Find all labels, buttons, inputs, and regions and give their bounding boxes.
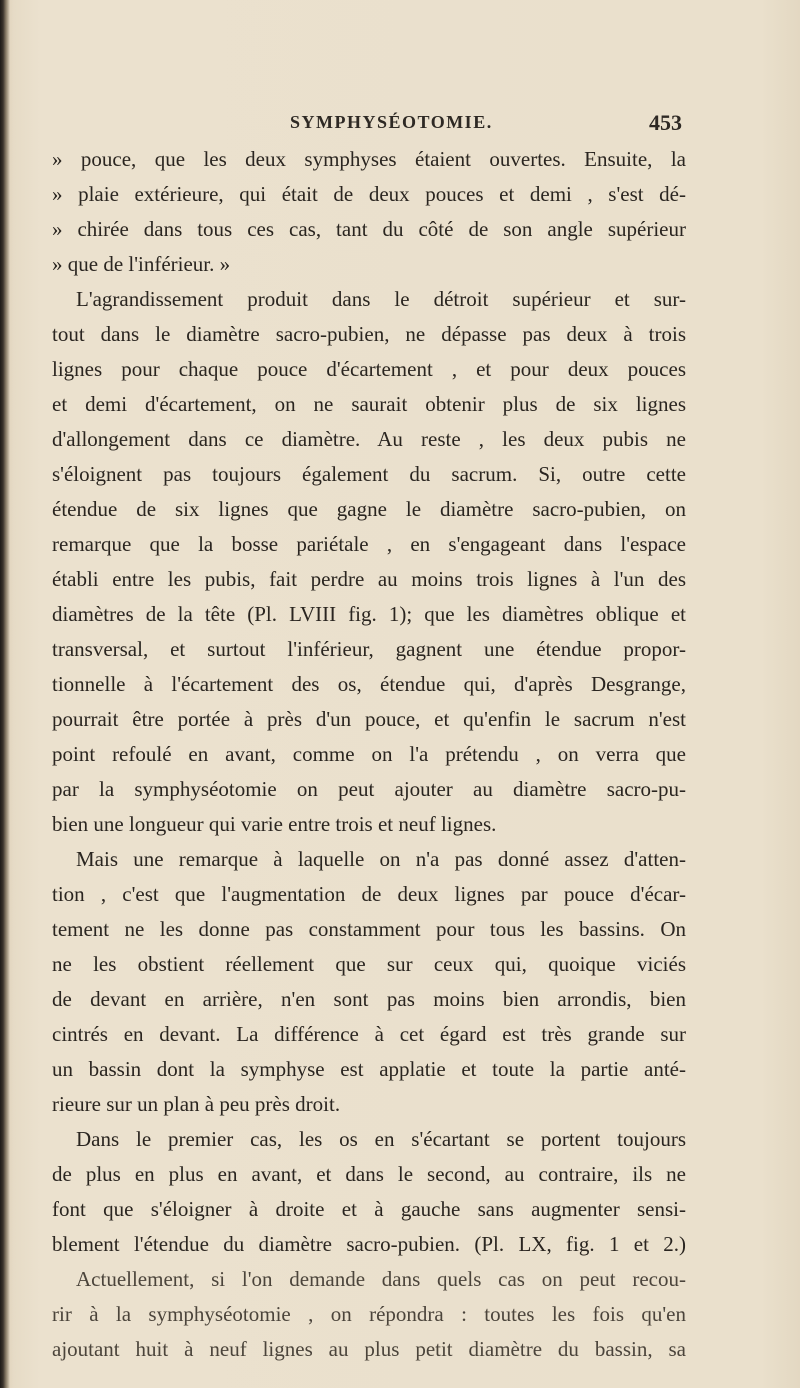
text-line: » chirée dans tous ces cas, tant du côté de son angle supérieur xyxy=(52,217,686,241)
text-line: blement l'étendue du diamètre sacro-pubien. (Pl. LX, fig. 1 et 2.) xyxy=(52,1232,686,1256)
text-line: établi entre les pubis, fait perdre au moins trois lignes à l'un des xyxy=(52,567,686,591)
text-line: font que s'éloigner à droite et à gauche sans augmenter sensi- xyxy=(52,1197,686,1221)
text-line: d'allongement dans ce diamètre. Au reste , les deux pubis ne xyxy=(52,427,686,451)
text-line: remarque que la bosse pariétale , en s'engageant dans l'espace xyxy=(52,532,686,556)
page-number: 453 xyxy=(649,110,682,135)
text-line: » que de l'inférieur. » xyxy=(52,252,231,276)
text-line: tout dans le diamètre sacro-pubien, ne dépasse pas deux à trois xyxy=(52,322,686,346)
text-line: diamètres de la tête (Pl. LVIII fig. 1); que les diamètres oblique et xyxy=(52,602,686,626)
text-line: lignes pour chaque pouce d'écartement , et pour deux pouces xyxy=(52,357,686,381)
text-line: Dans le premier cas, les os en s'écartant se portent toujours xyxy=(76,1127,686,1151)
text-line: s'éloignent pas toujours également du sacrum. Si, outre cette xyxy=(52,462,686,486)
binding-edge xyxy=(0,0,10,1388)
text-line: pourrait être portée à près d'un pouce, et qu'enfin le sacrum n'est xyxy=(52,707,686,731)
text-line: tement ne les donne pas constamment pour tous les bassins. On xyxy=(52,917,686,941)
text-line: bien une longueur qui varie entre trois et neuf lignes. xyxy=(52,812,497,836)
text-line: tion , c'est que l'augmentation de deux lignes par pouce d'écar- xyxy=(52,882,686,906)
text-line: Mais une remarque à laquelle on n'a pas donné assez d'atten- xyxy=(76,847,686,871)
text-line: rieure sur un plan à peu près droit. xyxy=(52,1092,341,1116)
text-line: » pouce, que les deux symphyses étaient ouvertes. Ensuite, la xyxy=(52,147,686,171)
text-line: transversal, et surtout l'inférieur, gagnent une étendue propor- xyxy=(52,637,686,661)
text-line: » plaie extérieure, qui était de deux pouces et demi , s'est dé- xyxy=(52,182,686,206)
text-line: rir à la symphyséotomie , on répondra : toutes les fois qu'en xyxy=(52,1302,686,1326)
running-head-title: SYMPHYSÉOTOMIE. xyxy=(290,112,493,132)
text-line: étendue de six lignes que gagne le diamètre sacro-pubien, on xyxy=(52,497,686,521)
running-head xyxy=(80,112,682,142)
text-line: ne les obstient réellement que sur ceux qui, quoique viciés xyxy=(52,952,686,976)
text-line: de devant en arrière, n'en sont pas moins bien arrondis, bien xyxy=(52,987,686,1011)
text-line: point refoulé en avant, comme on l'a prétendu , on verra que xyxy=(52,742,686,766)
text-line: Actuellement, si l'on demande dans quels cas on peut recou- xyxy=(76,1267,686,1291)
text-line: de plus en plus en avant, et dans le second, au contraire, ils ne xyxy=(52,1162,686,1186)
text-line: L'agrandissement produit dans le détroit supérieur et sur- xyxy=(76,287,686,311)
text-line: et demi d'écartement, on ne saurait obtenir plus de six lignes xyxy=(52,392,686,416)
body-text xyxy=(52,142,686,1367)
text-line: ajoutant huit à neuf lignes au plus petit diamètre du bassin, sa xyxy=(52,1337,686,1361)
text-line: un bassin dont la symphyse est applatie et toute la partie anté- xyxy=(52,1057,686,1081)
text-line: par la symphyséotomie on peut ajouter au diamètre sacro-pu- xyxy=(52,777,686,801)
text-line: tionnelle à l'écartement des os, étendue qui, d'après Desgrange, xyxy=(52,672,686,696)
text-line: cintrés en devant. La différence à cet égard est très grande sur xyxy=(52,1022,686,1046)
